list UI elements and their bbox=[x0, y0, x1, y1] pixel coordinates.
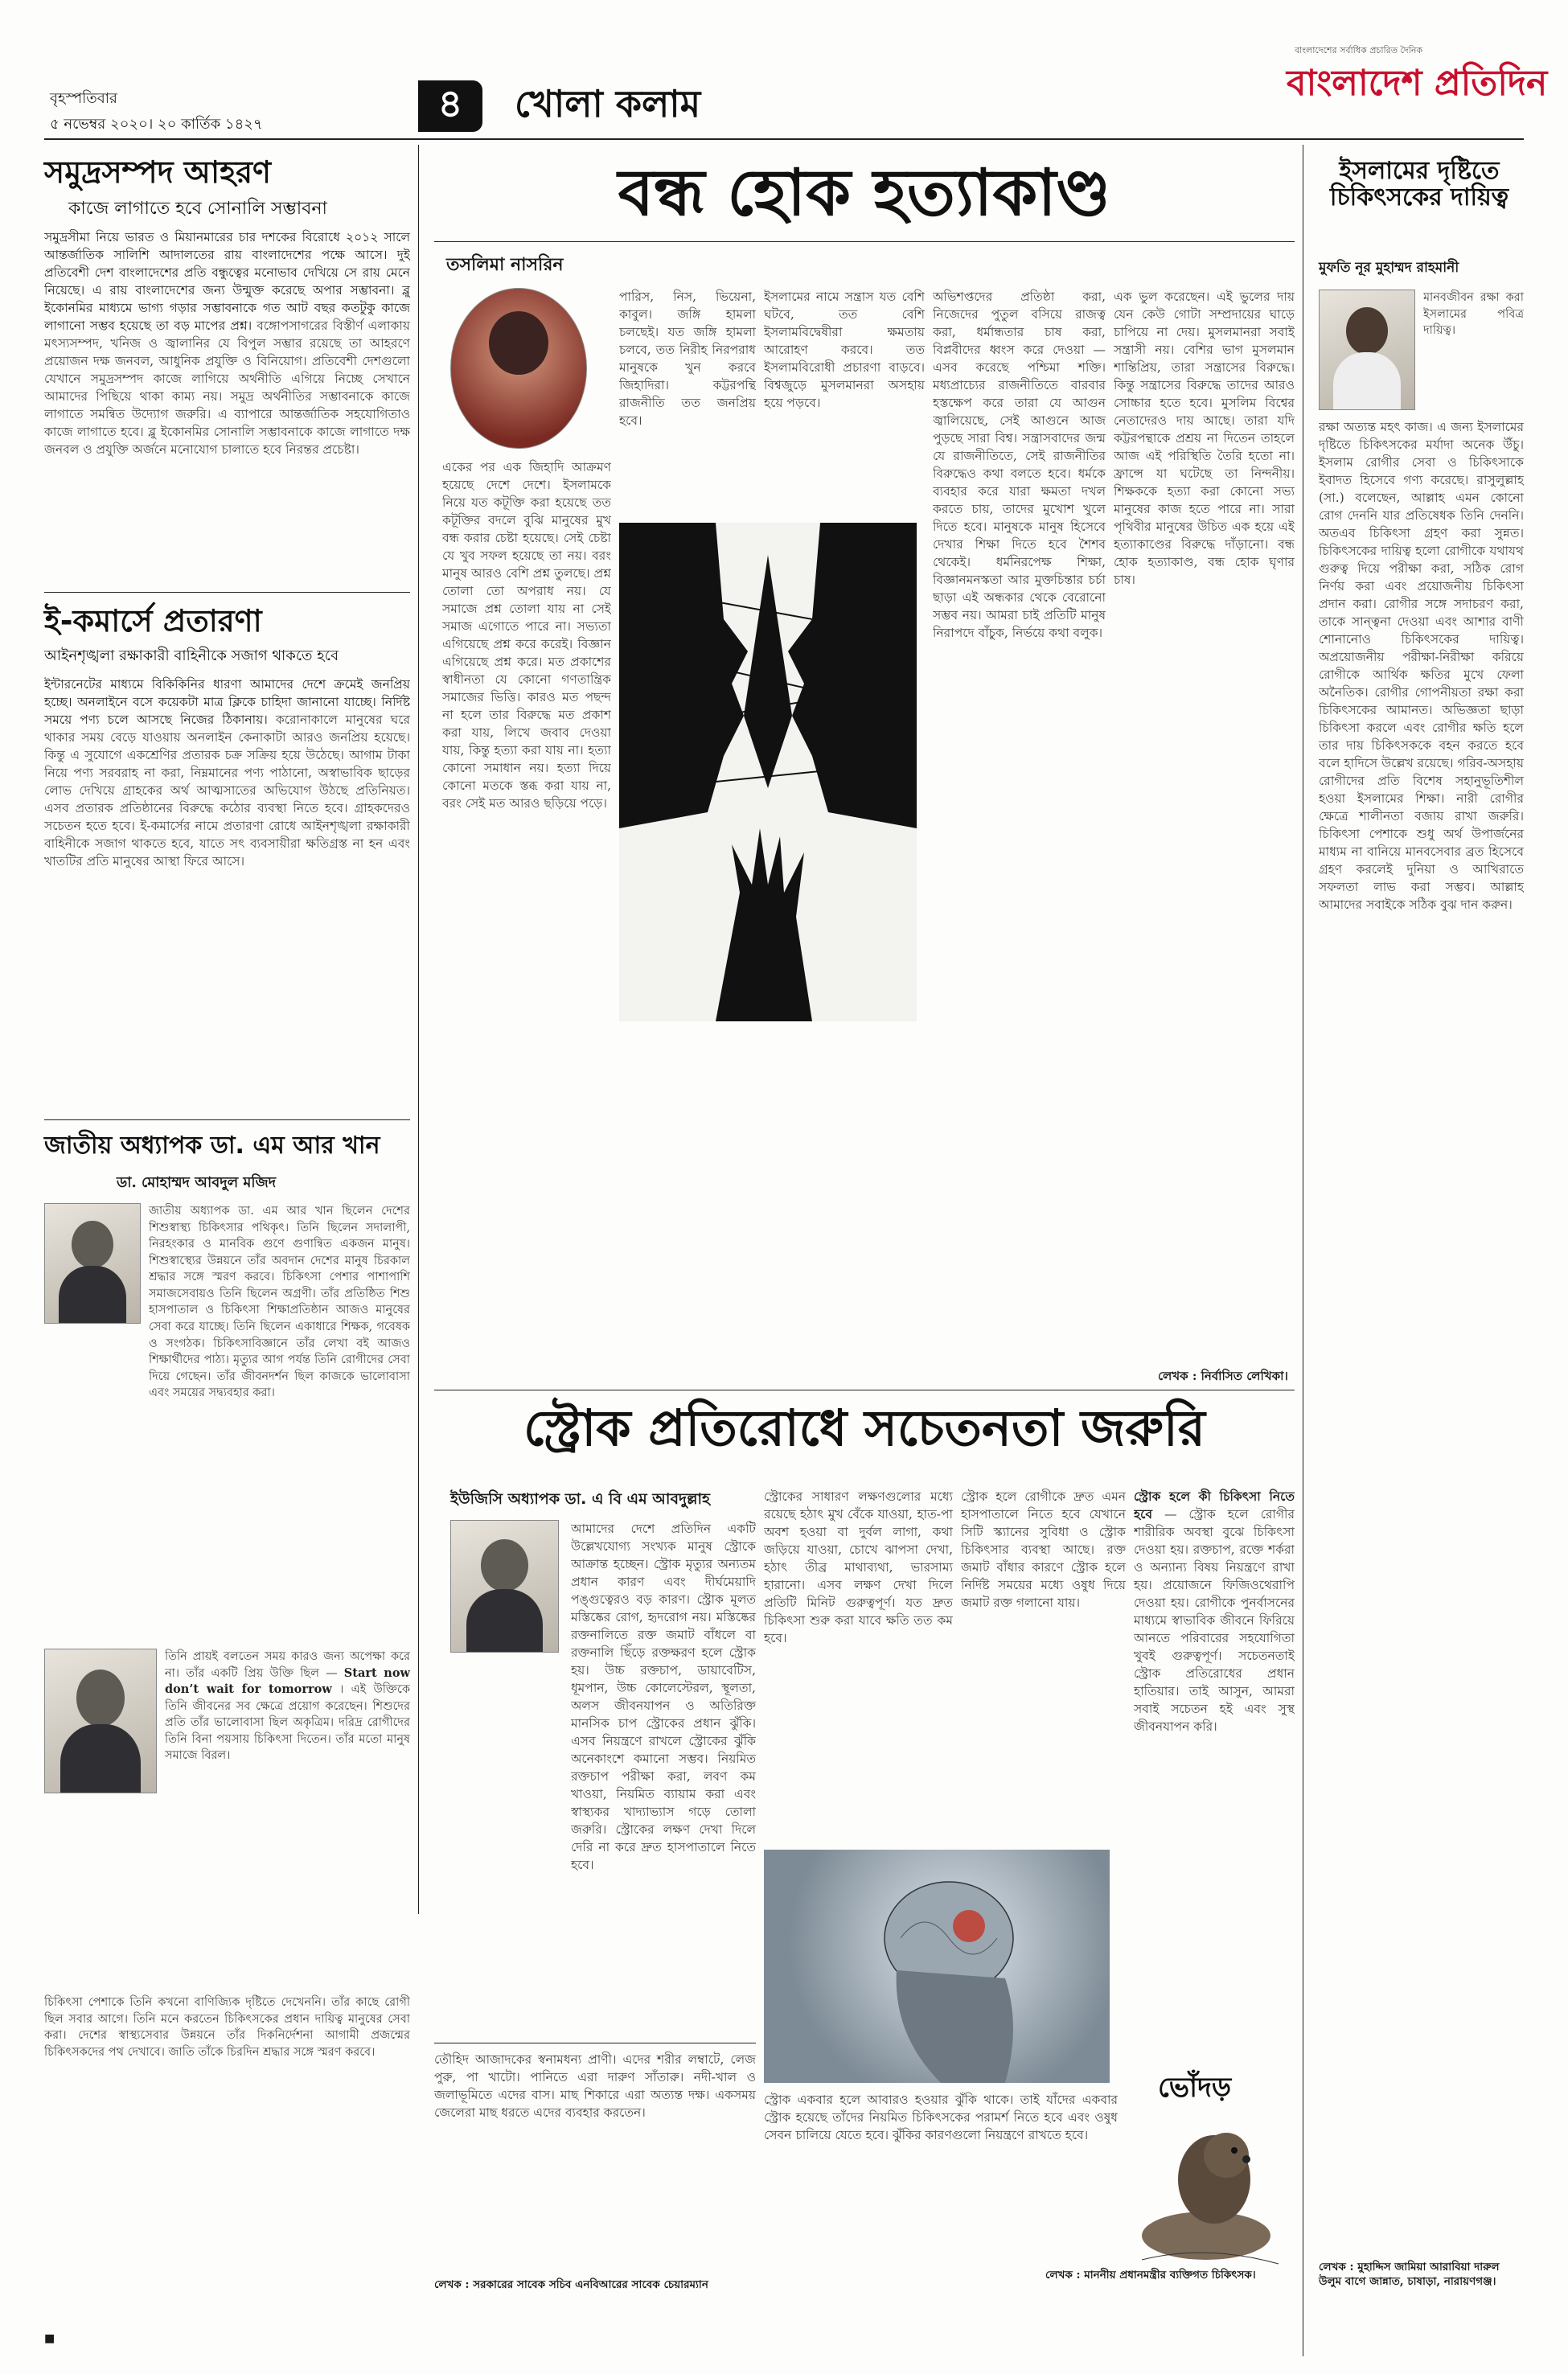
article-divider bbox=[44, 1119, 410, 1120]
islam-headline: ইসলামের দৃষ্টিতে চিকিৎসকের দায়িত্ব bbox=[1329, 157, 1509, 212]
stroke-article-col4: স্ট্রোক হলে কী চিকিৎসা নিতে হবে — স্ট্রোক হলে রোগীর শারীরিক অবস্থা বুঝে চিকিৎসা দেওয়া হয়। রক্তচাপ, রক্তে শর্করা ও অন্যান্য বিষয় নিয়ন্ত্রণে রাখা হয়। প্রয়োজনে ফিজিওথেরাপি দেওয়া হয়। রোগীকে পুনর্বাসনের মাধ্যমে স্বাভাবিক জীবনে ফিরিয়ে আনতে পরিবারের সহযোগিতা খুবই গুরুত্বপূর্ণ। সচেতনতাই স্ট্রোক প্রতিরোধের প্রধান হাতিয়ার। তাই আসুন, আমরা সবাই সচেতন হই এবং সুস্থ জীবনযাপন করি। bbox=[1134, 1489, 1295, 1734]
brain-graphic bbox=[764, 1850, 1110, 2083]
quote-text: Start now don’t wait for tomorrow bbox=[165, 1665, 410, 1697]
stroke-article-col2: স্ট্রোকের সাধারণ লক্ষণগুলোর মধ্যে রয়েছে হঠাৎ মুখ বেঁকে যাওয়া, হাত-পা অবশ হওয়া বা দুর্বল লাগা, কথা জড়িয়ে যাওয়া, চোখে ঝাপসা দেখা, হঠাৎ তীব্র মাথাব্যথা, ভারসাম্য হারানো। এসব লক্ষণ দেখা দিলে প্রতিটি মিনিট গুরুত্বপূর্ণ। যত দ্রুত চিকিৎসা শুরু করা যাবে ক্ষতি তত কম হবে। bbox=[764, 1489, 953, 1645]
author-photo bbox=[44, 1203, 141, 1324]
column-divider-1 bbox=[418, 145, 419, 1914]
section-title: খোলা কলাম bbox=[515, 82, 701, 125]
bottom-footer: লেখক : সরকারের সাবেক সচিব এনবিআরের সাবেক চেয়ারম্যান bbox=[434, 2278, 708, 2291]
article-body-mrkhan: জাতীয় অধ্যাপক ডা. এম আর খান ছিলেন দেশের শিশুস্বাস্থ্য চিকিৎসার পথিকৃৎ। তিনি ছিলেন সদালাপী, নিরহংকার ও মানবিক গুণে গুণান্বিত একজন মানুষ। শিশুস্বাস্থ্যের উন্নয়নে তাঁর অবদান দেশের মানুষ চিরকাল শ্রদ্ধার সঙ্গে স্মরণ করবে। চিকিৎসা পেশার পাশাপাশি সমাজসেবায়ও তিনি ছিলেন অগ্রণী। তাঁর প্রতিষ্ঠিত শিশু হাসপাতাল ও চিকিৎসা শিক্ষাপ্রতিষ্ঠান আজও মানুষের সেবা করে যাচ্ছে। তিনি ছিলেন একাধারে শিক্ষক, গবেষক ও সংগঠক। চিকিৎসাবিজ্ঞানে তাঁর লেখা বই আজও শিক্ষার্থীদের পাঠ্য। মৃত্যুর আগ পর্যন্ত তিনি রোগীদের সেবা দিয়ে গেছেন। তাঁর জীবনদর্শন ছিল কাজকে ভালোবাসা এবং সময়ের সদ্ব্যবহার করা। bbox=[149, 1205, 410, 1400]
masthead bbox=[0, 0, 1568, 145]
article-body-mrkhan-end: চিকিৎসা পেশাকে তিনি কখনো বাণিজ্যিক দৃষ্টিতে দেখেননি। তাঁর কাছে রোগী ছিল সবার আগে। তিনি মনে করতেন চিকিৎসকের প্রধান দায়িত্ব মানুষের সেবা করা। দেশের স্বাস্থ্যসেবার উন্নয়নে তাঁর দিকনির্দেশনা আগামী প্রজন্মের চিকিৎসকদের পথ দেখাবে। জাতি তাঁকে চিরদিন শ্রদ্ধার সঙ্গে স্মরণ করবে। bbox=[44, 1996, 410, 2059]
article-title-ecommerce: ই-কমার্সে প্রতারণা bbox=[44, 603, 262, 639]
islam-footer: লেখক : মুহাদ্দিস জামিয়া আরাবিয়া দারুল উলুম বাগে জান্নাত, চাষাড়া, নারায়ণগঞ্জ। bbox=[1319, 2261, 1500, 2289]
main-article-col4: অভিশপ্তদের প্রতিষ্ঠা করা, নিজেদের পুতুল বসিয়ে রাজত্ব করা, ধর্মান্ধতার চাষ করা, বিপ্লবীদের ধ্বংস করে দেওয়া — এসব করেছে পশ্চিমা শক্তি। মধ্যপ্রাচ্যের রাজনীতিতে বারবার হস্তক্ষেপ করে তারা যে আগুন জ্বালিয়েছে, সেই আগুনে আজ পুড়ছে সারা বিশ্ব। সন্ত্রাসবাদের জন্ম যে রাজনীতিতে, সেই রাজনীতির বিরুদ্ধেও কথা বলতে হবে। ধর্মকে ব্যবহার করে যারা ক্ষমতা দখল করতে চায়, তাদের মুখোশ খুলে দিতে হবে। মানুষকে মানুষ হিসেবে দেখার শিক্ষা দিতে হবে শৈশব থেকেই। ধর্মনিরপেক্ষ শিক্ষা, বিজ্ঞানমনস্কতা আর মুক্তচিন্তার চর্চা ছাড়া এই অন্ধকার থেকে বেরোনো সম্ভব নয়। আমরা চাই প্রতিটি মানুষ নিরাপদে বাঁচুক, নির্ভয়ে কথা বলুক। bbox=[933, 290, 1106, 640]
paper-logo: বাংলাদেশ প্রতিদিন bbox=[1287, 63, 1548, 104]
article-lead-ecommerce: ইন্টারনেটের মাধ্যমে বিকিকিনির ধারণা আমাদের দেশে ক্রমেই জনপ্রিয় হচ্ছে। অনলাইনে বসে কয়েকটা মাত্র ক্লিকে চাহিদা জানানো যাচ্ছে। নির্দিষ্ট সময়ে পণ্য চলে আসছে নিজের ঠিকানায়। bbox=[44, 677, 410, 727]
otter-icon bbox=[1126, 2115, 1287, 2276]
silhouette-graphic bbox=[619, 523, 917, 1021]
article-title-mrkhan: জাতীয় অধ্যাপক ডা. এম আর খান bbox=[44, 1132, 380, 1160]
masthead-day: বৃহস্পতিবার bbox=[50, 90, 117, 107]
masthead-date: ৫ নভেম্বর ২০২০। ২০ কার্তিক ১৪২৭ bbox=[50, 116, 263, 133]
article-body-mrkhan-cont: তিনি প্রায়ই বলতেন সময় কারও জন্য অপেক্ষা করে না। তাঁর একটি প্রিয় উক্তি ছিল — Start now don’t wait for tomorrow । এই উক্তিকে তিনি জীবনের সব ক্ষেত্রে প্রয়োগ করেছেন। শিশুদের প্রতি তাঁর ভালোবাসা ছিল অকৃত্রিম। দরিদ্র রোগীদের তিনি বিনা পয়সায় চিকিৎসা দিতেন। তাঁর মতো মানুষ সমাজে বিরল। bbox=[165, 1650, 410, 1763]
main-article-col1: একের পর এক জিহাদি আক্রমণ হয়েছে দেশে দেশে। ইসলামকে নিয়ে যত কটূক্তি করা হয়েছে তত কটূক্তির বদলে বুঝি মানুষের মুখ বন্ধ করার চেষ্টা হয়েছে। সেই চেষ্টা যে খুব সফল হয়েছে তা নয়। বরং মানুষ আরও বেশি প্রশ্ন তুলছে। প্রশ্ন তোলা তো অপরাধ নয়। যে সমাজে প্রশ্ন তোলা যায় না সেই সমাজ এগোতে পারে না। সভ্যতা এগিয়েছে প্রশ্ন করে করেই। বিজ্ঞান এগিয়েছে প্রশ্ন করে। মত প্রকাশের স্বাধীনতা যে কোনো গণতান্ত্রিক সমাজের ভিত্তি। কারও মত পছন্দ না হলে তার বিরুদ্ধে মত প্রকাশ করা যায়, লিখে জবাব দেওয়া যায়, কিন্তু হত্যা করা যায় না। হত্যা কোনো সমাধান নয়। হত্যা দিয়ে কোনো মতকে স্তব্ধ করা যায় না, বরং সেই মত আরও ছড়িয়ে পড়ে। bbox=[442, 460, 611, 811]
illustration-silhouettes bbox=[619, 523, 917, 1021]
stroke-byline: ইউজিসি অধ্যাপক ডা. এ বি এম আবদুল্লাহ bbox=[450, 1490, 711, 1508]
article-footer: ■ bbox=[44, 2332, 55, 2345]
masthead-rule bbox=[44, 138, 1524, 140]
bottom-headline: ভোঁদড় bbox=[1158, 2072, 1232, 2104]
main-headline: বন্ধ হোক হত্যাকাণ্ড bbox=[618, 155, 1111, 230]
author-photo-islam bbox=[1319, 290, 1415, 410]
author-photo-stroke bbox=[450, 1520, 559, 1653]
illustration-brain bbox=[764, 1850, 1110, 2083]
paper-tagline: বাংলাদেশের সর্বাধিক প্রচারিত দৈনিক bbox=[1295, 45, 1423, 55]
main-headline-rule bbox=[434, 241, 1295, 242]
stroke-footer: লেখক : মাননীয় প্রধানমন্ত্রীর ব্যক্তিগত চিকিৎসক। bbox=[1045, 2269, 1256, 2282]
article-title-ocean: সমুদ্রসম্পদ আহরণ bbox=[44, 154, 271, 190]
stroke-article-col5: স্ট্রোক একবার হলে আবারও হওয়ার ঝুঁকি থাকে। তাই যাঁদের একবার স্ট্রোক হয়েছে তাঁদের নিয়মিত চিকিৎসকের পরামর্শ নিতে হবে এবং ওষুধ সেবন চালিয়ে যেতে হবে। ঝুঁকির কারণগুলো নিয়ন্ত্রণে রাখতে হবে। bbox=[764, 2093, 1118, 2142]
author-photo-main bbox=[450, 288, 587, 449]
left-column bbox=[44, 145, 410, 2356]
stroke-article-col3: স্ট্রোক হলে রোগীকে দ্রুত এমন হাসপাতালে নিতে হবে যেখানে সিটি স্ক্যানের সুবিধা ও স্ট্রোক চিকিৎসার ব্যবস্থা আছে। রক্ত জমাট বাঁধার কারণে স্ট্রোক হলে নির্দিষ্ট সময়ের মধ্যে ওষুধ দিয়ে জমাট রক্ত গলানো যায়। bbox=[961, 1489, 1126, 1610]
stroke-headline: স্ট্রোক প্রতিরোধে সচেতনতা জরুরি bbox=[523, 1399, 1205, 1457]
article-divider bbox=[44, 592, 410, 593]
otter-illustration bbox=[1126, 2115, 1287, 2276]
stroke-highlight: স্ট্রোক হলে কী চিকিৎসা নিতে হবে bbox=[1134, 1489, 1295, 1522]
islam-article-body-top: মানবজীবন রক্ষা করা ইসলামের পবিত্র দায়িত্ব। bbox=[1423, 291, 1524, 338]
main-article-col5: এক ভুল করেছেন। এই ভুলের দায় যেন কেউ গোটা সম্প্রদায়ের ঘাড়ে চাপিয়ে না দেয়। মুসলমানরা সবাই সন্ত্রাসী নয়। বেশির ভাগ মুসলমান শান্তিপ্রিয়, তারা সন্ত্রাসের বিরুদ্ধে। কিন্তু সন্ত্রাসের বিরুদ্ধে তাদের আরও সোচ্চার হতে হবে। মুসলিম বিশ্বের নেতাদেরও দায় আছে। তারা যদি কট্টরপন্থাকে প্রশ্রয় না দিতেন তাহলে আজ এই পরিস্থিতি তৈরি হতো না। ফ্রান্সে যা ঘটেছে তা নিন্দনীয়। শিক্ষককে হত্যা করা কোনো সভ্য মানুষের কাজ হতে পারে না। সারা পৃথিবীর মানুষের উচিত এক হয়ে এই হত্যাকাণ্ডের বিরুদ্ধে দাঁড়ানো। বন্ধ হোক হত্যাকাণ্ড, বন্ধ হোক ঘৃণার চাষ। bbox=[1114, 290, 1295, 587]
article-body-ecommerce: ইন্টারনেটের মাধ্যমে বিকিকিনির ধারণা আমাদের দেশে ক্রমেই জনপ্রিয় হচ্ছে। অনলাইনে বসে কয়েকটা মাত্র ক্লিকে চাহিদা জানানো যাচ্ছে। নির্দিষ্ট সময়ে পণ্য চলে আসছে নিজের ঠিকানায়। করোনাকালে মানুষের ঘরে থাকার সময় বেড়ে যাওয়ায় অনলাইন কেনাকাটা আরও জনপ্রিয় হয়েছে। কিন্তু এ সুযোগে একশ্রেণির প্রতারক চক্র সক্রিয় হয়ে উঠেছে। আগাম টাকা নিয়ে পণ্য সরবরাহ না করা, নিম্নমানের পণ্য পাঠানো, অস্বাভাবিক ছাড়ের লোভ দেখিয়ে গ্রাহকের অর্থ আত্মসাতের অভিযোগ উঠছে প্রতিনিয়ত। এসব প্রতারক প্রতিষ্ঠানের বিরুদ্ধে কঠোর ব্যবস্থা নিতে হবে। গ্রাহকদেরও সচেতন হতে হবে। ই-কমার্সের নামে প্রতারণা রোধে আইনশৃঙ্খলা রক্ষাকারী বাহিনীকে সজাগ থাকতে হবে, যাতে সৎ ব্যবসায়ীরা ক্ষতিগ্রস্ত না হন এবং খাতটির প্রতি মানুষের আস্থা ফিরে আসে। bbox=[44, 677, 410, 869]
article-lead-ocean: সমুদ্রসীমা নিয়ে ভারত ও মিয়ানমারের চার দশকের বিরোধে ২০১২ সালে আন্তর্জাতিক সালিশি আদালতের রায় বাংলাদেশের পক্ষে আসে। দুই প্রতিবেশী দেশ বাংলাদেশের প্রতি বন্ধুত্বের মনোভাব দেখিয়ে সে রায় মেনে নিয়েছে। এ রায় বাংলাদেশের জন্য উন্মুক্ত করেছে অপার সম্ভাবনা। ব্লু ইকোনমির মাধ্যমে ভাগ্য গড়ার সম্ভাবনাকে গত আট বছর কতটুকু কাজে লাগানো সম্ভব হয়েছে তা বড় মাপের প্রশ্ন। bbox=[44, 230, 410, 333]
islam-author: মুফতি নূর মুহাম্মদ রাহমানী bbox=[1319, 260, 1459, 276]
main-article-col3: ইসলামের নামে সন্ত্রাস যত বেশি ঘটবে, তত বেশি ইসলামবিদ্বেষীরা ক্ষমতায় আরোহণ করবে। তত ইসলামবিরোধী প্রচারণা বাড়বে। বিশ্বজুড়ে মুসলমানরা অসহায় হয়ে পড়বে। bbox=[764, 290, 925, 410]
article-subtitle-ocean: কাজে লাগাতে হবে সোনালি সম্ভাবনা bbox=[68, 199, 327, 219]
main-article-col2: পারিস, নিস, ভিয়েনা, কাবুল। জঙ্গি হামলা চলছেই। যত জঙ্গি হামলা চলবে, তত নিরীহ নিরপরাধ মানুষকে খুন করবে জিহাদিরা। কট্টরপন্থি রাজনীতি তত জনপ্রিয় হবে। bbox=[619, 290, 756, 428]
bottom-col1: তৌহিদ আজাদকের স্বনামধন্য প্রাণী। এদের শরীর লম্বাটে, লেজ পুরু, পা খাটো। পানিতে এরা দারুণ সাঁতারু। নদী-খাল ও জলাভূমিতে এদের বাস। মাছ শিকারে এরা অত্যন্ত দক্ষ। একসময় জেলেরা মাছ ধরতে এদের ব্যবহার করতেন। bbox=[434, 2052, 756, 2120]
article-body-ocean: সমুদ্রসীমা নিয়ে ভারত ও মিয়ানমারের চার দশকের বিরোধে ২০১২ সালে আন্তর্জাতিক সালিশি আদালতের রায় বাংলাদেশের পক্ষে আসে। দুই প্রতিবেশী দেশ বাংলাদেশের প্রতি বন্ধুত্বের মনোভাব দেখিয়ে সে রায় মেনে নিয়েছে। এ রায় বাংলাদেশের জন্য উন্মুক্ত করেছে অপার সম্ভাবনা। ব্লু ইকোনমির মাধ্যমে ভাগ্য গড়ার সম্ভাবনাকে গত আট বছর কতটুকু কাজে লাগানো সম্ভব হয়েছে তা বড় মাপের প্রশ্ন। বঙ্গোপসাগরের বিস্তীর্ণ এলাকায় মৎস্যসম্পদ, খনিজ ও জ্বালানির যে বিপুল সম্ভার রয়েছে তা আহরণে প্রয়োজন দক্ষ জনবল, আধুনিক প্রযুক্তি ও বিনিয়োগ। প্রতিবেশী দেশগুলো যেখানে সমুদ্রসম্পদ কাজে লাগিয়ে অর্থনীতি এগিয়ে নিচ্ছে সেখানে আমাদের পিছিয়ে থাকা কাম্য নয়। সমুদ্র অর্থনীতির সম্ভাবনাকে কাজে লাগাতে সমন্বিত উদ্যোগ জরুরি। এ ব্যাপারে আন্তর্জাতিক সহযোগিতাও কাজে লাগাতে হবে। ব্লু ইকোনমির সোনালি সম্ভাবনাকে কাজে লাগাতে দক্ষ জনবল ও প্রযুক্তি অর্জনে মনোযোগ চালাতে হবে নিরন্তর প্রচেষ্টা। bbox=[44, 230, 410, 457]
page-number-badge bbox=[418, 80, 482, 132]
stroke-article-col1: আমাদের দেশে প্রতিদিন একটি উল্লেখযোগ্য সংখ্যক মানুষ স্ট্রোকে আক্রান্ত হচ্ছেন। স্ট্রোক মৃত্যুর অন্যতম প্রধান কারণ এবং দীর্ঘমেয়াদি পঙ্গুত্বেরও বড় কারণ। স্ট্রোক মূলত মস্তিষ্কের রোগ, হৃদরোগ নয়। মস্তিষ্কের রক্তনালিতে রক্ত জমাট বাঁধলে বা রক্তনালি ছিঁড়ে রক্তক্ষরণ হলে স্ট্রোক হয়। উচ্চ রক্তচাপ, ডায়াবেটিস, ধূমপান, উচ্চ কোলেস্টেরল, স্থূলতা, অলস জীবনযাপন ও অতিরিক্ত মানসিক চাপ স্ট্রোকের প্রধান ঝুঁকি। এসব নিয়ন্ত্রণে রাখলে স্ট্রোকের ঝুঁকি অনেকাংশে কমানো সম্ভব। নিয়মিত রক্তচাপ পরীক্ষা করা, লবণ কম খাওয়া, নিয়মিত ব্যায়াম করা এবং স্বাস্থ্যকর খাদ্যাভ্যাস গড়ে তোলা জরুরি। স্ট্রোকের লক্ষণ দেখা দিলে দেরি না করে দ্রুত হাসপাতালে নিতে হবে। bbox=[571, 1522, 756, 1872]
byline-mrkhan: ডা. মোহাম্মদ আবদুল মজিদ bbox=[117, 1174, 277, 1191]
article-subtitle-ecommerce: আইনশৃঙ্খলা রক্ষাকারী বাহিনীকে সজাগ থাকতে হবে bbox=[44, 647, 339, 664]
page-number: ৪ bbox=[437, 80, 463, 126]
portrait-photo bbox=[44, 1649, 157, 1793]
main-author: তসলিমা নাসরিন bbox=[446, 255, 564, 275]
main-article-footer: লেখক : নির্বাসিত লেখিকা। bbox=[1158, 1369, 1288, 1383]
islam-article-body: রক্ষা অত্যন্ত মহৎ কাজ। এ জন্য ইসলামের দৃষ্টিতে চিকিৎসকের মর্যাদা অনেক উঁচু। ইসলাম রোগীর সেবা ও চিকিৎসাকে ইবাদত হিসেবে গণ্য করেছে। রাসুলুল্লাহ (সা.) বলেছেন, আল্লাহ এমন কোনো রোগ দেননি যার প্রতিষেধক তিনি দেননি। অতএব চিকিৎসা গ্রহণ করা সুন্নত। চিকিৎসকের দায়িত্ব হলো রোগীকে যথাযথ গুরুত্ব দিয়ে পরীক্ষা করা, সঠিক রোগ নির্ণয় করা এবং প্রয়োজনীয় চিকিৎসা প্রদান করা। রোগীর সঙ্গে সদাচরণ করা, তাকে সান্ত্বনা দেওয়া এবং আশার বাণী শোনানোও চিকিৎসকের দায়িত্ব। অপ্রয়োজনীয় পরীক্ষা-নিরীক্ষা করিয়ে রোগীকে আর্থিক ক্ষতির মুখে ফেলা অনৈতিক। রোগীর গোপনীয়তা রক্ষা করা চিকিৎসকের আমানত। অভিজ্ঞতা ছাড়া চিকিৎসা করলে এবং রোগীর ক্ষতি হলে তার দায় চিকিৎসককে বহন করতে হবে বলে হাদিসে উল্লেখ রয়েছে। গরিব-অসহায় রোগীদের প্রতি বিশেষ সহানুভূতিশীল হওয়া ইসলামের শিক্ষা। নারী রোগীর ক্ষেত্রে শালীনতা বজায় রাখা জরুরি। চিকিৎসা পেশাকে শুধু অর্থ উপার্জনের মাধ্যম না বানিয়ে মানবসেবার ব্রত হিসেবে গ্রহণ করলেই দুনিয়া ও আখিরাতে সফলতা লাভ করা সম্ভব। আল্লাহ আমাদের সবাইকে সঠিক বুঝ দান করুন। bbox=[1319, 420, 1524, 912]
